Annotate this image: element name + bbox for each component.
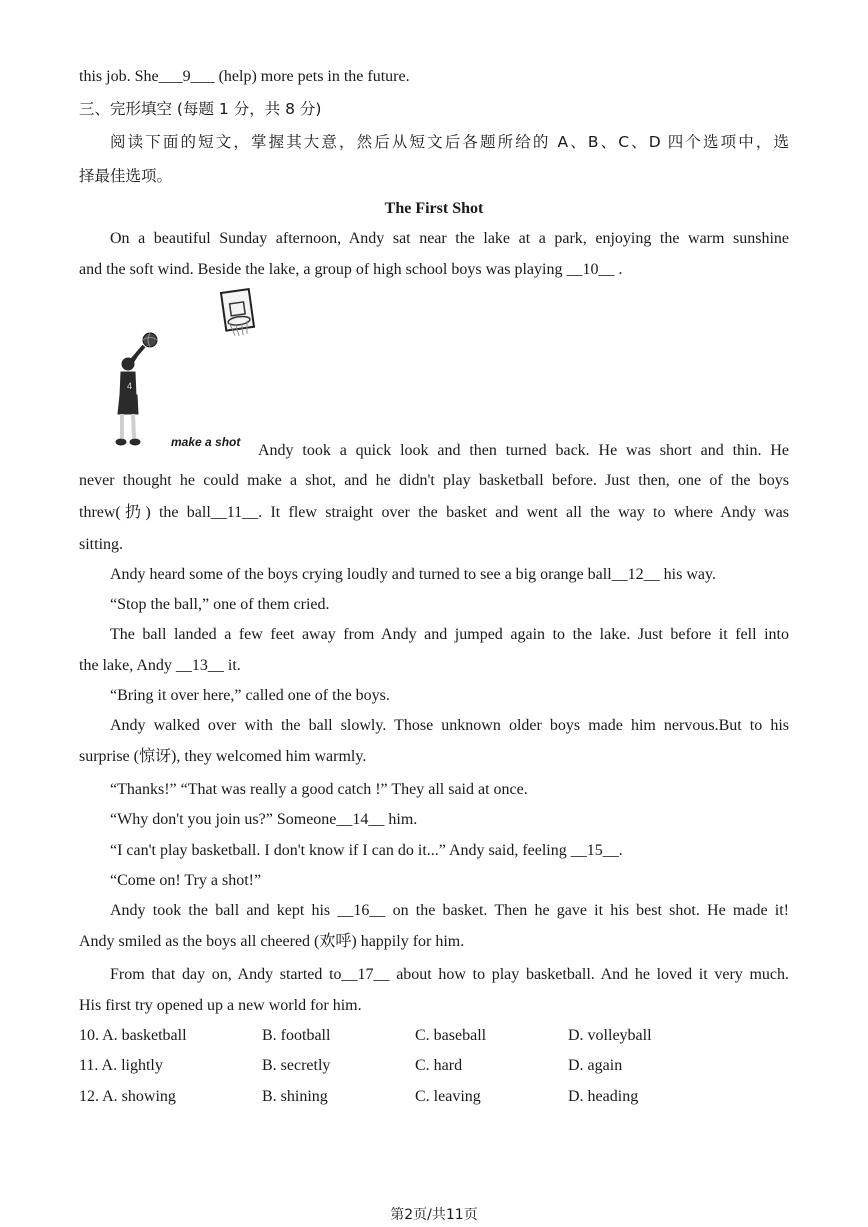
passage-line: The ball landed a few feet away from Andy and jumped again to the lake. Just before it fell into bbox=[110, 626, 789, 643]
question-11-option-c: C. hard bbox=[415, 1057, 463, 1074]
passage-line: Andy heard some of the boys crying loudly and turned to see a big orange ball__12__ his way. bbox=[110, 566, 716, 583]
section-heading: 三、完形填空 (每题 1 分，共 8 分) bbox=[79, 100, 322, 118]
svg-text:4: 4 bbox=[127, 381, 133, 391]
basketball-illustration bbox=[108, 288, 258, 456]
basketball-icon bbox=[143, 333, 157, 347]
page-footer: 第2页/共11页 bbox=[390, 1207, 478, 1223]
passage-line: never thought he could make a shot, and he didn't play basketball before. Just then, one of the boys bbox=[79, 472, 789, 489]
passage-line: Andy walked over with the ball slowly. Those unknown older boys made him nervous.But to his bbox=[110, 717, 789, 734]
passage-line: On a beautiful Sunday afternoon, Andy sat near the lake at a park, enjoying the warm sunshine bbox=[110, 230, 789, 247]
passage-line: Andy took a quick look and then turned back. He was short and thin. He bbox=[258, 442, 789, 459]
player-figure bbox=[116, 346, 144, 445]
question-10-option-a: 10. A. basketball bbox=[79, 1027, 187, 1044]
question-10-option-b: B. football bbox=[262, 1027, 331, 1044]
top-line: this job. She___9___ (help) more pets in the future. bbox=[79, 68, 410, 85]
question-12-option-b: B. shining bbox=[262, 1088, 328, 1105]
passage-line: Andy smiled as the boys all cheered (欢呼) happily for him. bbox=[79, 933, 465, 950]
passage-line: “Why don't you join us?” Someone__14__ him. bbox=[110, 811, 418, 828]
image-caption: make a shot bbox=[171, 435, 241, 449]
passage-line: threw(扔) the ball__11__. It flew straight over the basket and went all the way to where Andy was bbox=[79, 504, 789, 521]
basketball-hoop-icon bbox=[221, 289, 255, 337]
instruction-line-1: 阅读下面的短文，掌握其大意，然后从短文后各题所给的 A、B、C、D 四个选项中，选 bbox=[110, 133, 789, 151]
passage-line: “Thanks!” “That was really a good catch !” They all said at once. bbox=[110, 781, 528, 798]
instruction-line-2: 择最佳选项。 bbox=[79, 167, 173, 185]
passage-line: “Stop the ball,” one of them cried. bbox=[110, 596, 330, 613]
passage-line: From that day on, Andy started to__17__ about how to play basketball. And he loved it very much. bbox=[110, 966, 789, 983]
passage-line: surprise (惊讶), they welcomed him warmly. bbox=[79, 748, 367, 765]
passage-title: The First Shot bbox=[384, 200, 484, 217]
passage-line: Andy took the ball and kept his __16__ on the basket. Then he gave it his best shot. He made it! bbox=[110, 902, 789, 919]
basketball-player-image bbox=[108, 288, 258, 456]
question-11-option-a: 11. A. lightly bbox=[79, 1057, 163, 1074]
question-12-option-a: 12. A. showing bbox=[79, 1088, 176, 1105]
question-11-option-d: D. again bbox=[568, 1057, 623, 1074]
passage-line: sitting. bbox=[79, 536, 124, 553]
passage-line: His first try opened up a new world for him. bbox=[79, 997, 362, 1014]
question-11-option-b: B. secretly bbox=[262, 1057, 331, 1074]
question-10-option-c: C. baseball bbox=[415, 1027, 487, 1044]
question-12-option-c: C. leaving bbox=[415, 1088, 481, 1105]
passage-line: “I can't play basketball. I don't know if I can do it...” Andy said, feeling __15__. bbox=[110, 842, 623, 859]
passage-line: “Come on! Try a shot!” bbox=[110, 872, 262, 889]
passage-line: and the soft wind. Beside the lake, a group of high school boys was playing __10__ . bbox=[79, 261, 623, 278]
question-12-option-d: D. heading bbox=[568, 1088, 639, 1105]
passage-line: the lake, Andy __13__ it. bbox=[79, 657, 241, 674]
question-10-option-d: D. volleyball bbox=[568, 1027, 652, 1044]
passage-line: “Bring it over here,” called one of the boys. bbox=[110, 687, 390, 704]
